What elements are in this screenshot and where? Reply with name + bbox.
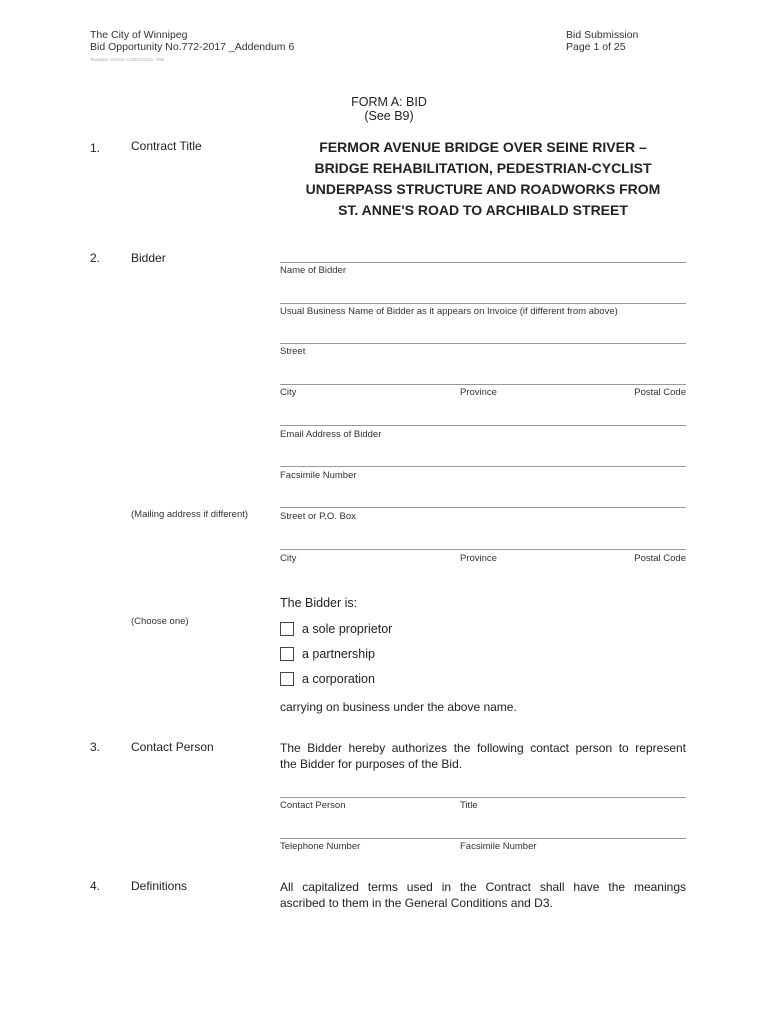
sole-proprietor-label: a sole proprietor [302,622,393,636]
definitions-text-line1: All capitalized terms used in the Contract shall have the meanings [280,880,686,894]
email-field[interactable] [280,425,686,426]
title-caption: Title [460,800,478,811]
contract-title-line: UNDERPASS STRUCTURE AND ROADWORKS FROM [305,181,661,197]
header-bid-submission: Bid Submission [566,29,639,41]
mailing-postal-code-caption: Postal Code [634,553,686,564]
city-province-postal-field[interactable] [280,384,686,385]
mailing-city-caption: City [280,553,297,564]
mailing-city-province-postal-field[interactable] [280,549,686,550]
definitions-text-line2: ascribed to them in the General Conditions and D3. [280,896,553,910]
contact-fax-caption: Facsimile Number [460,841,537,852]
corporation-checkbox[interactable] [280,672,294,686]
header-bid-opportunity: Bid Opportunity No.772-2017 _Addendum 6 [90,41,295,53]
fax-caption: Facsimile Number [280,470,357,481]
contract-title-line: FERMOR AVENUE BRIDGE OVER SEINE RIVER – [319,139,647,155]
fax-field[interactable] [280,466,686,467]
section-2-label: Bidder [131,251,166,265]
section-4-number: 4. [90,879,101,893]
contract-title-line: BRIDGE REHABILITATION, PEDESTRIAN-CYCLIST [314,160,652,176]
choose-one-label: (Choose one) [131,616,189,627]
section-3-number: 3. [90,740,101,754]
street-caption: Street [280,346,306,357]
contract-title-line: ST. ANNE'S ROAD TO ARCHIBALD STREET [338,202,628,218]
email-caption: Email Address of Bidder [280,429,382,440]
bidder-name-field[interactable] [280,262,686,263]
bidder-is-label: The Bidder is: [280,596,358,610]
contact-person-title-field[interactable] [280,797,686,798]
partnership-checkbox[interactable] [280,647,294,661]
section-1-number: 1. [90,141,101,155]
contact-authorization-line1: The Bidder hereby authorizes the following contact person to represent [280,741,686,755]
section-4-label: Definitions [131,879,188,893]
contract-title [273,137,693,221]
header-page-number: Page 1 of 25 [566,41,626,53]
postal-code-caption: Postal Code [634,387,686,398]
city-caption: City [280,387,297,398]
contact-authorization-line2: the Bidder for purposes of the Bid. [280,757,463,771]
carrying-on-business-text: carrying on business under the above name. [280,700,517,714]
header-city: The City of Winnipeg [90,29,188,41]
province-caption: Province [460,387,497,398]
business-name-caption: Usual Business Name of Bidder as it appears on Invoice (if different from above) [280,306,618,317]
mailing-address-label: (Mailing address if different) [131,509,249,520]
mailing-province-caption: Province [460,553,497,564]
section-3-label: Contact Person [131,740,214,754]
form-subtitle: (See B9) [364,109,414,123]
mailing-street-caption: Street or P.O. Box [280,511,356,522]
street-field[interactable] [280,343,686,344]
header-template-version: Template Version: C420171215 - RW [90,57,165,62]
bidder-name-caption: Name of Bidder [280,265,347,276]
partnership-label: a partnership [302,647,375,661]
mailing-street-field[interactable] [280,507,686,508]
contact-person-caption: Contact Person [280,800,346,811]
form-title: FORM A: BID [351,95,427,109]
business-name-field[interactable] [280,303,686,304]
telephone-fax-field[interactable] [280,838,686,839]
sole-proprietor-checkbox[interactable] [280,622,294,636]
section-2-number: 2. [90,251,101,265]
telephone-caption: Telephone Number [280,841,361,852]
corporation-label: a corporation [302,672,375,686]
section-1-label: Contract Title [131,139,202,153]
